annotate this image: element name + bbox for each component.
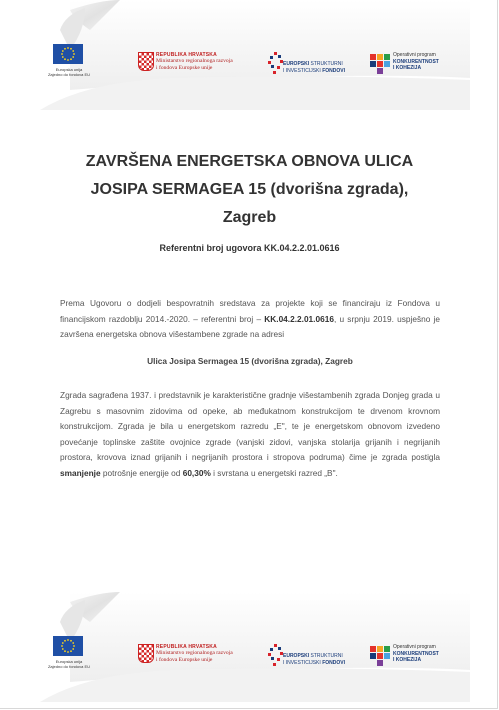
- reduction-label: smanjenje: [60, 467, 101, 478]
- croatian-coat-of-arms-icon: [138, 52, 154, 71]
- ministry-line1: REPUBLIKA HRVATSKA: [156, 52, 217, 58]
- esi-line2: I INVESTICIJSKI FONDOVI: [283, 68, 345, 74]
- op-line3: I KOHEZIJA: [393, 657, 422, 663]
- intro-paragraph: Prema Ugovoru o dodjeli bespovratnih sredstava za projekte koji se financiraju iz Fondova u financijskom razdoblju 2014.-2020. – referentni broj – KK.04.2.2.01.0616, u srpnju 2019. uspješno je završena energetska obnova višestambene zgrade na adresi: [60, 298, 440, 339]
- eu-caption-line1: Europska unija: [55, 67, 83, 72]
- reference-number: KK.04.2.2.01.0616: [264, 313, 334, 324]
- op-squares-icon: [370, 54, 390, 74]
- eu-caption-line2: Zajedno do fondova EU: [47, 72, 91, 77]
- croatian-coat-of-arms-icon: [138, 644, 154, 663]
- title-line3: Zagreb: [222, 209, 277, 226]
- title-line1: ZAVRŠENA ENERGETSKA OBNOVA ULICA: [85, 153, 414, 170]
- header-logo-banner: [0, 0, 499, 110]
- esi-stars-icon: [268, 52, 284, 78]
- energy-savings-percent: 60,30%: [182, 467, 211, 478]
- esi-line1: EUROPSKI STRUKTURNI: [283, 61, 343, 67]
- esi-line2: I INVESTICIJSKI FONDOVI: [283, 660, 345, 666]
- op-line1: Operativni program: [393, 644, 436, 650]
- ministry-line2: Ministarstvo regionalnoga razvoja: [156, 650, 233, 656]
- op-line2: KONKURENTNOST: [393, 650, 439, 657]
- op-squares-icon: [370, 646, 390, 666]
- op-line2: KONKURENTNOST: [393, 58, 439, 65]
- esi-line1: EUROPSKI STRUKTURNI: [283, 653, 343, 659]
- eu-caption: [40, 659, 98, 669]
- document-title: [40, 148, 459, 232]
- ministry-line3: i fondova Europske unije: [156, 657, 213, 663]
- eu-caption-line1: Europska unija: [55, 659, 83, 664]
- eu-caption-line2: Zajedno do fondova EU: [47, 664, 91, 669]
- footer-logo-banner: [0, 592, 499, 702]
- eu-logo-footer: [40, 636, 98, 669]
- eu-flag-icon: [53, 44, 83, 64]
- eu-caption: [40, 67, 98, 77]
- title-line2: JOSIPA SERMAGEA 15 (dvorišna zgrada),: [90, 181, 409, 198]
- description-paragraph: Zgrada sagrađena 1937. i predstavnik je karakteristične gradnje višestambenih zgrada Donjeg grada u Zagrebu s masovnim zidovima od opeke, ab međukatnom konstrukcijom te drvenom krovnom konstrukcijom. Zgrada je bila u energetskom razredu „E", te je energetskom obnovom izvedeno povećanje toplinske zaštite ovojnice zgrade (vanjski zidovi, vanjska stolarija grijanih i negrijanih prostora, krovova iznad grijanih i negrijanih prostora i stropova podruma) čime je zgrada postigla smanjenje potrošnje energije od 60,30% i svrstana u energetski razred „B".: [60, 390, 440, 478]
- ministry-line2: Ministarstvo regionalnoga razvoja: [156, 58, 233, 64]
- eu-flag-icon: [53, 636, 83, 656]
- op-line3: I KOHEZIJA: [393, 65, 422, 71]
- ministry-line3: i fondova Europske unije: [156, 65, 213, 71]
- esi-stars-icon: [268, 644, 284, 670]
- contract-reference: Referentni broj ugovora KK.04.2.2.01.0616: [159, 243, 340, 253]
- ministry-line1: REPUBLIKA HRVATSKA: [156, 644, 217, 650]
- op-line1: Operativni program: [393, 52, 436, 58]
- eu-logo: [40, 44, 98, 77]
- building-address: Ulica Josipa Sermagea 15 (dvorišna zgrada), Zagreb: [147, 356, 353, 366]
